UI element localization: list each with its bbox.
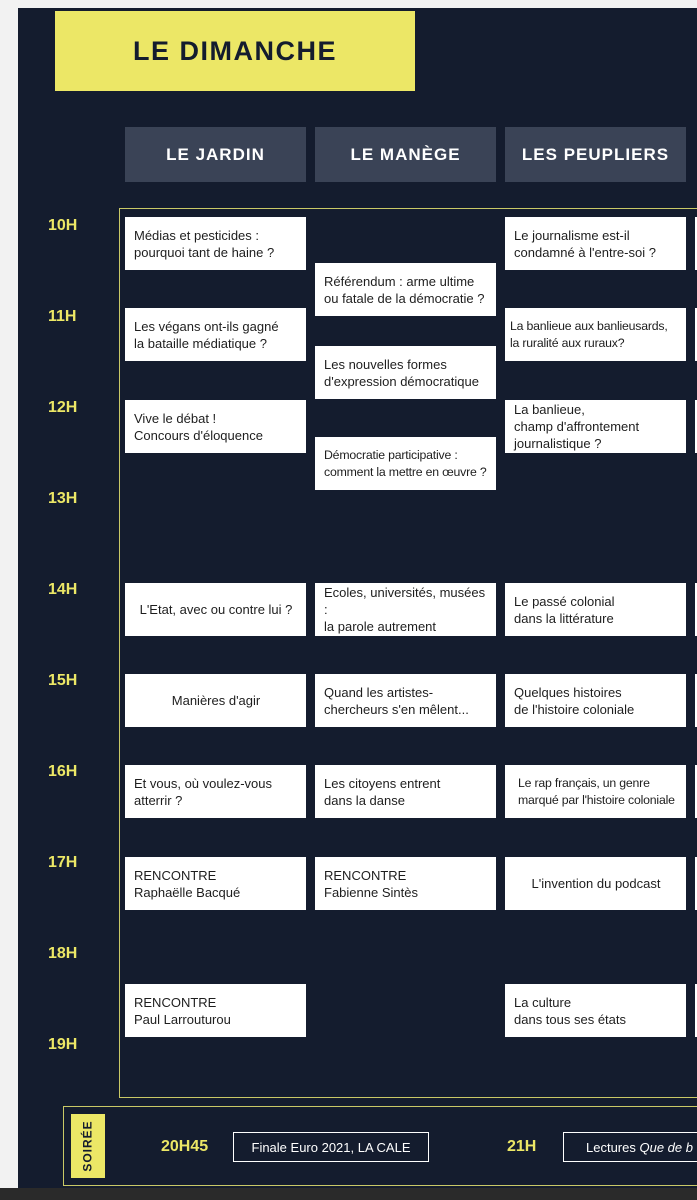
session-card-peupliers-colonial[interactable]: Le passé colonial dans la littérature [505, 583, 686, 636]
hour-label: 13H [48, 490, 78, 507]
soiree-time-2: 21H [507, 1138, 537, 1155]
soiree-time-1: 20H45 [161, 1138, 209, 1155]
session-card-manege-citoyens[interactable]: Les citoyens entrent dans la danse [315, 765, 496, 818]
schedule-panel [18, 8, 697, 1188]
session-card-peupliers-rap[interactable]: Le rap français, un genre marqué par l'histoire coloniale [505, 765, 686, 818]
hour-label: 14H [48, 581, 78, 598]
bottom-strip [0, 1188, 697, 1200]
session-card-manege-artistes[interactable]: Quand les artistes- chercheurs s'en mêlent... [315, 674, 496, 727]
session-card-manege-referendum[interactable]: Référendum : arme ultime ou fatale de la démocratie ? [315, 263, 496, 316]
session-card-manege-formes[interactable]: Les nouvelles formes d'expression démocratique [315, 346, 496, 399]
session-card-jardin-medias[interactable]: Médias et pesticides : pourquoi tant de haine ? [125, 217, 306, 270]
hour-label: 19H [48, 1036, 78, 1053]
soiree-event-lectures-prefix: Lectures [586, 1139, 640, 1155]
session-card-jardin-atterrir[interactable]: Et vous, où voulez-vous atterrir ? [125, 765, 306, 818]
venue-header-peupliers: LES PEUPLIERS [505, 127, 686, 182]
hour-label: 11H [48, 308, 77, 325]
session-card-jardin-larrouturou[interactable]: RENCONTRE Paul Larrouturou [125, 984, 306, 1037]
session-card-jardin-debat[interactable]: Vive le débat ! Concours d'éloquence [125, 400, 306, 453]
session-card-jardin-bacque[interactable]: RENCONTRE Raphaëlle Bacqué [125, 857, 306, 910]
session-card-manege-sintes[interactable]: RENCONTRE Fabienne Sintès [315, 857, 496, 910]
hour-label: 16H [48, 763, 78, 780]
hour-label: 12H [48, 399, 78, 416]
hour-label: 18H [48, 945, 78, 962]
venue-header-jardin: LE JARDIN [125, 127, 306, 182]
session-card-manege-ecoles[interactable]: Ecoles, universités, musées : la parole autrement [315, 583, 496, 636]
soiree-event-lectures-title: Que de b [639, 1139, 693, 1155]
session-card-peupliers-podcast[interactable]: L'invention du podcast [505, 857, 686, 910]
session-card-jardin-etat[interactable]: L'Etat, avec ou contre lui ? [125, 583, 306, 636]
hour-label: 17H [48, 854, 78, 871]
session-card-jardin-vegans[interactable]: Les végans ont-ils gagné la bataille médiatique ? [125, 308, 306, 361]
session-card-peupliers-histoires[interactable]: Quelques histoires de l'histoire coloniale [505, 674, 686, 727]
soiree-event-euro[interactable]: Finale Euro 2021, LA CALE [233, 1132, 429, 1162]
session-card-peupliers-banlieue[interactable]: La banlieue aux banlieusards, la ruralité aux ruraux? [505, 308, 686, 361]
hour-label: 15H [48, 672, 78, 689]
soiree-tab [71, 1114, 105, 1178]
venue-header-manege: LE MANÈGE [315, 127, 496, 182]
day-title: LE DIMANCHE [133, 35, 337, 66]
session-card-peupliers-journalisme[interactable]: Le journalisme est-il condamné à l'entre-soi ? [505, 217, 686, 270]
soiree-event-lectures[interactable] [563, 1132, 697, 1162]
soiree-label: SOIRÉE [81, 1120, 96, 1172]
session-card-manege-participative[interactable]: Démocratie participative : comment la mettre en œuvre ? [315, 437, 496, 490]
session-card-peupliers-champ[interactable]: La banlieue, champ d'affrontement journalistique ? [505, 400, 686, 453]
session-card-peupliers-culture[interactable]: La culture dans tous ses états [505, 984, 686, 1037]
hour-label: 10H [48, 217, 78, 234]
session-card-jardin-manieres[interactable]: Manières d'agir [125, 674, 306, 727]
day-header [55, 11, 415, 91]
